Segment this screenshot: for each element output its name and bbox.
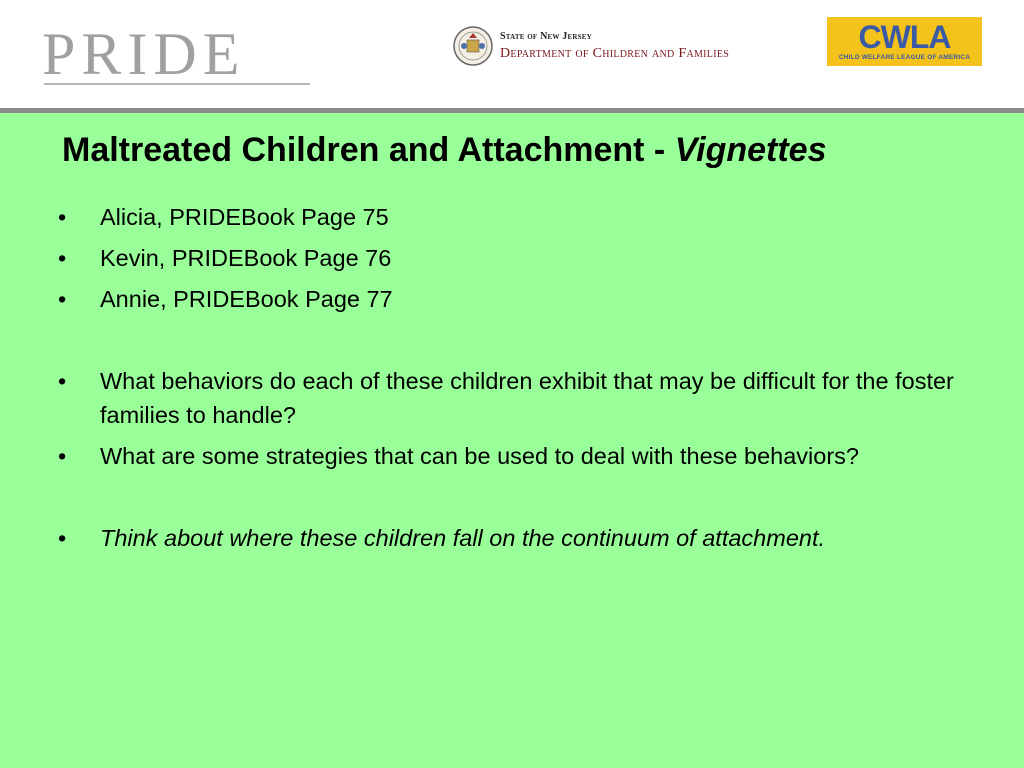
bullet-text: What behaviors do each of these children exhibit that may be difficult for the foster families to handle?: [100, 368, 954, 428]
bullet-item: [58, 282, 958, 316]
bullet-text: Think about where these children fall on the continuum of attachment.: [100, 525, 826, 551]
bullet-dot: •: [58, 204, 67, 230]
nj-dcf-logo: [452, 22, 822, 72]
pride-logo-text: PRIDE: [42, 21, 246, 87]
bullet-dot: •: [58, 368, 67, 394]
bullet-item: [58, 521, 958, 555]
bullet-text: What are some strategies that can be used to deal with these behaviors?: [100, 443, 859, 469]
nj-state-label: State of New Jersey: [500, 31, 592, 42]
bullet-dot: •: [58, 443, 67, 469]
bullet-item: [58, 200, 958, 234]
bullet-dot: •: [58, 525, 67, 551]
cwla-logo-text: CWLA: [858, 19, 951, 55]
slide-title-main: Maltreated Children and Attachment -: [62, 131, 675, 169]
cwla-logo: [827, 17, 982, 66]
slide-title: [62, 130, 1002, 170]
bullet-text: Alicia, PRIDEBook Page 75: [100, 204, 389, 230]
bullet-list: [58, 200, 958, 555]
nj-department-label: Department of Children and Families: [500, 46, 730, 61]
bullet-item: [58, 439, 958, 473]
bullet-dot: •: [58, 245, 67, 271]
nj-state-seal-icon: [452, 24, 494, 68]
bullet-text: Annie, PRIDEBook Page 77: [100, 286, 393, 312]
bullet-item: [58, 241, 958, 275]
bullet-text: Kevin, PRIDEBook Page 76: [100, 245, 392, 271]
bullet-item: [58, 364, 958, 432]
cwla-logo-subtitle: CHILD WELFARE LEAGUE OF AMERICA: [838, 54, 971, 61]
pride-logo: [42, 18, 312, 88]
bullet-dot: •: [58, 286, 67, 312]
slide-title-italic: Vignettes: [674, 131, 827, 169]
slide-header: [0, 0, 1024, 108]
